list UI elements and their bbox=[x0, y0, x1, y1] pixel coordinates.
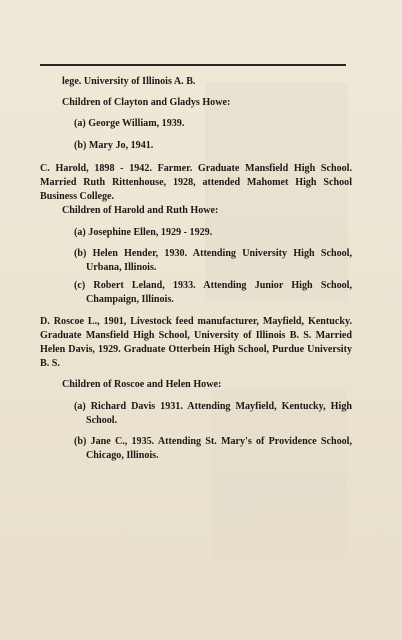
child-entry: (b) Helen Hender, 1930. Attending University High School, Urbana, Illinois. bbox=[74, 247, 352, 274]
entry-roscoe: D. Roscoe L., 1901, Livestock feed manufacturer, Mayfield, Kentucky. Graduate Mansfield High School, University of Illinois B. S. Married Helen Davis, 1929. Graduate Otterbein High School, Purdue University B. S. bbox=[40, 315, 352, 370]
header-rule bbox=[40, 64, 346, 66]
children-heading: Children of Clayton and Gladys Howe: bbox=[62, 97, 231, 109]
children-heading: Children of Harold and Ruth Howe: bbox=[62, 205, 219, 217]
continued-line: lege. University of Illinois A. B. bbox=[62, 76, 196, 87]
child-entry: (b) Jane C., 1935. Attending St. Mary's of Providence School, Chicago, Illinois. bbox=[74, 436, 352, 462]
entry-harold: C. Harold, 1898 - 1942. Farmer. Graduate Mansfield High School. Married Ruth Rittenhouse, 1928, attended Mahomet High School Business College. bbox=[40, 162, 352, 203]
child-entry: (c) Robert Leland, 1933. Attending Junior High School, Champaign, Illinois. bbox=[74, 280, 352, 306]
child-entry: (a) George William, 1939. bbox=[74, 118, 185, 130]
child-entry: (a) Josephine Ellen, 1929 - 1929. bbox=[74, 226, 213, 238]
page-text bbox=[40, 75, 352, 463]
child-entry: (b) Mary Jo, 1941. bbox=[74, 139, 154, 151]
children-heading: Children of Roscoe and Helen Howe: bbox=[62, 379, 222, 391]
child-entry: (a) Richard Davis 1931. Attending Mayfield, Kentucky, High School. bbox=[74, 400, 352, 426]
